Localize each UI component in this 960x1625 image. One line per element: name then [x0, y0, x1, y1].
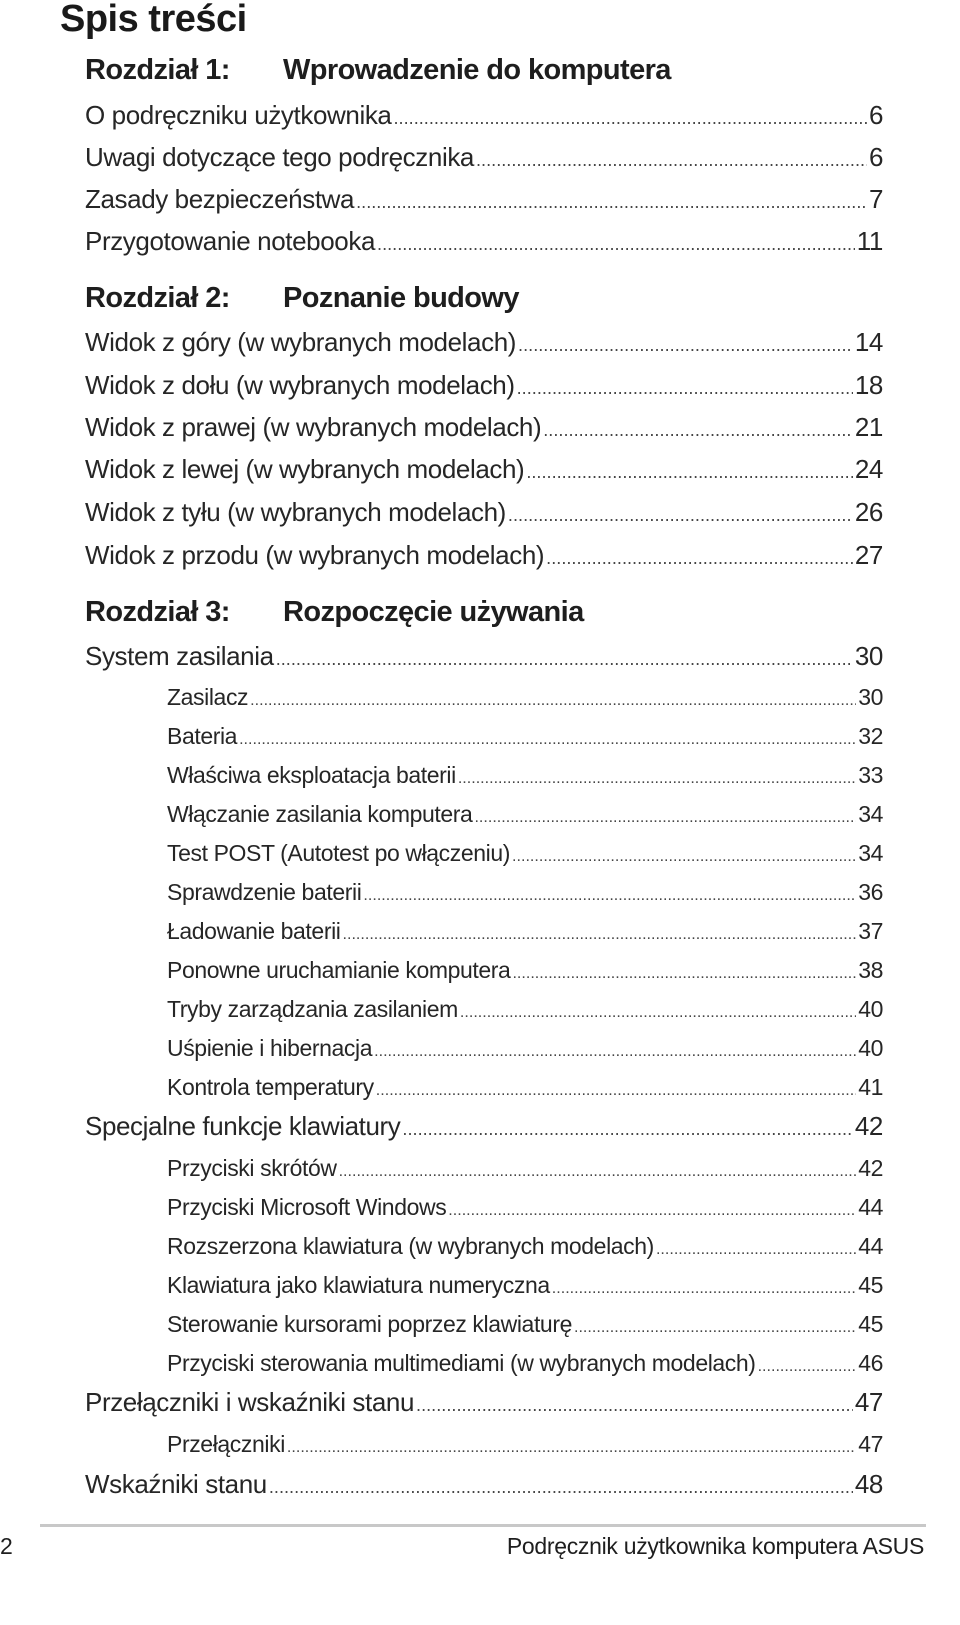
- toc-entry-label: Kontrola temperatury: [167, 1074, 374, 1100]
- toc-entry-label: Widok z przodu (w wybranych modelach): [85, 540, 545, 570]
- dot-leader: [656, 1234, 856, 1264]
- toc-entry-label: System zasilania: [85, 641, 274, 671]
- dot-leader: [356, 185, 867, 219]
- toc-entry-label: Klawiatura jako klawiatura numeryczna: [167, 1272, 550, 1298]
- toc-entry-label: Widok z prawej (w wybranych modelach): [85, 412, 542, 442]
- dot-leader: [508, 498, 853, 532]
- toc-page-number: 46: [858, 1350, 883, 1376]
- toc-page-number: 38: [858, 957, 883, 983]
- chapter-title: Wprowadzenie do komputera: [283, 54, 671, 86]
- toc-subentry[interactable]: [167, 799, 883, 832]
- dot-leader: [543, 413, 853, 447]
- dot-leader: [458, 763, 856, 793]
- dot-leader: [239, 724, 856, 754]
- toc-entry-label: Uśpienie i hibernacja: [167, 1035, 373, 1061]
- toc-subentry[interactable]: [167, 1270, 883, 1303]
- dot-leader: [374, 1036, 856, 1066]
- toc-entry-label: Zasilacz: [167, 684, 249, 710]
- chapter-number: Rozdział 1:: [85, 54, 230, 86]
- toc-entry-label: Widok z dołu (w wybranych modelach): [85, 370, 515, 400]
- toc-entry[interactable]: [85, 98, 883, 135]
- toc-entry-label: Tryby zarządzania zasilaniem: [167, 996, 458, 1022]
- dot-leader: [546, 541, 853, 575]
- toc-entry[interactable]: [85, 1385, 883, 1422]
- toc-entry-label: Przyciski Microsoft Windows: [167, 1194, 447, 1220]
- toc-subentry[interactable]: [167, 994, 883, 1027]
- toc-subentry[interactable]: [167, 1348, 883, 1381]
- dot-leader: [402, 1112, 852, 1146]
- dot-leader: [574, 1312, 856, 1342]
- toc-subentry[interactable]: [167, 1033, 883, 1066]
- chapter-number: Rozdział 3:: [85, 596, 230, 628]
- toc-entry-label: Uwagi dotyczące tego podręcznika: [85, 142, 474, 172]
- dot-leader: [343, 919, 857, 949]
- toc-subentry[interactable]: [167, 916, 883, 949]
- dot-leader: [517, 371, 853, 405]
- chapter-title: Poznanie budowy: [283, 282, 519, 314]
- dot-leader: [512, 841, 856, 871]
- toc-page-number: 21: [854, 412, 883, 442]
- toc-subentry[interactable]: [167, 1231, 883, 1264]
- dot-leader: [474, 802, 856, 832]
- toc-entry-label: Przełączniki i wskaźniki stanu: [85, 1387, 415, 1417]
- toc-subentry[interactable]: [167, 1153, 883, 1186]
- dot-leader: [476, 143, 867, 177]
- dot-leader: [416, 1388, 853, 1422]
- dot-leader: [376, 1075, 856, 1105]
- toc-entry-label: Przełączniki: [167, 1431, 285, 1457]
- toc-page-number: 37: [858, 918, 883, 944]
- toc-page-number: 6: [868, 100, 883, 130]
- toc-page-number: 41: [858, 1074, 883, 1100]
- chapter-number: Rozdział 2:: [85, 282, 230, 314]
- toc-entry-label: Sprawdzenie baterii: [167, 879, 362, 905]
- toc-subentry[interactable]: [167, 955, 883, 988]
- toc-entry-label: Ładowanie baterii: [167, 918, 341, 944]
- toc-entry-label: Ponowne uruchamianie komputera: [167, 957, 511, 983]
- toc-subentry[interactable]: [167, 838, 883, 871]
- toc-subentry[interactable]: [167, 760, 883, 793]
- dot-leader: [339, 1156, 857, 1186]
- toc-entry[interactable]: [85, 140, 883, 177]
- toc-subentry[interactable]: [167, 721, 883, 754]
- toc-entry[interactable]: [85, 410, 883, 447]
- toc-page-number: 27: [854, 540, 883, 570]
- toc-entry-label: Właściwa eksploatacja baterii: [167, 762, 456, 788]
- dot-leader: [526, 455, 853, 489]
- toc-page-number: 33: [858, 762, 883, 788]
- toc-subentry[interactable]: [167, 877, 883, 910]
- toc-page-number: 40: [858, 1035, 883, 1061]
- dot-leader: [377, 227, 855, 261]
- toc-page-number: 30: [854, 641, 883, 671]
- toc-entry[interactable]: [85, 368, 883, 405]
- dot-leader: [276, 642, 853, 676]
- toc-page-number: 44: [858, 1233, 883, 1259]
- toc-page-number: 6: [868, 142, 883, 172]
- toc-entry[interactable]: [85, 182, 883, 219]
- dot-leader: [512, 958, 856, 988]
- toc-page-number: 26: [854, 497, 883, 527]
- toc-page-number: 34: [858, 840, 883, 866]
- toc-page-number: 42: [854, 1111, 883, 1141]
- toc-subentry[interactable]: [167, 1192, 883, 1225]
- toc-entry-label: Zasady bezpieczeństwa: [85, 184, 355, 214]
- toc-page-number: 32: [858, 723, 883, 749]
- toc-subentry[interactable]: [167, 682, 883, 715]
- toc-entry-label: Sterowanie kursorami poprzez klawiaturę: [167, 1311, 572, 1337]
- toc-page-number: 36: [858, 879, 883, 905]
- toc-page-number: 40: [858, 996, 883, 1022]
- dot-leader: [758, 1351, 857, 1381]
- toc-entry-label: Przyciski sterowania multimediami (w wybranych modelach): [167, 1350, 756, 1376]
- page-title: Spis treści: [60, 0, 247, 40]
- toc-entry[interactable]: [85, 325, 883, 362]
- footer-page-number: 2: [0, 1533, 13, 1559]
- toc-entry[interactable]: [85, 1109, 883, 1146]
- toc-page-number: 18: [854, 370, 883, 400]
- dot-leader: [518, 328, 853, 362]
- toc-entry-label: Wskaźniki stanu: [85, 1469, 267, 1499]
- toc-page-number: 34: [858, 801, 883, 827]
- dot-leader: [250, 685, 856, 715]
- dot-leader: [552, 1273, 856, 1303]
- dot-leader: [460, 997, 856, 1027]
- dot-leader: [393, 101, 866, 135]
- toc-entry-label: Bateria: [167, 723, 238, 749]
- toc-entry[interactable]: [85, 452, 883, 489]
- toc-entry-label: Przyciski skrótów: [167, 1155, 337, 1181]
- dot-leader: [287, 1432, 856, 1462]
- toc-page-number: 48: [854, 1469, 883, 1499]
- dot-leader: [448, 1195, 856, 1225]
- toc-page-number: 30: [858, 684, 883, 710]
- toc-page-number: 45: [858, 1272, 883, 1298]
- footer-title: Podręcznik użytkownika komputera ASUS: [506, 1533, 924, 1559]
- toc-entry[interactable]: [85, 639, 883, 676]
- toc-page-number: 47: [858, 1431, 883, 1457]
- toc-entry-label: Przygotowanie notebooka: [85, 226, 376, 256]
- toc-page-number: 42: [858, 1155, 883, 1181]
- toc-entry-label: Widok z tyłu (w wybranych modelach): [85, 497, 506, 527]
- footer-divider: [40, 1524, 926, 1527]
- toc-page-number: 14: [854, 327, 883, 357]
- dot-leader: [269, 1470, 853, 1504]
- toc-page-number: 47: [854, 1387, 883, 1417]
- toc-subentry[interactable]: [167, 1429, 883, 1462]
- toc-entry-label: Włączanie zasilania komputera: [167, 801, 473, 827]
- toc-entry[interactable]: [85, 495, 883, 532]
- dot-leader: [363, 880, 856, 910]
- toc-page-number: 7: [868, 184, 883, 214]
- toc-entry-label: Widok z lewej (w wybranych modelach): [85, 454, 525, 484]
- toc-entry-label: Test POST (Autotest po włączeniu): [167, 840, 511, 866]
- toc-page-number: 44: [858, 1194, 883, 1220]
- toc-entry-label: O podręczniku użytkownika: [85, 100, 392, 130]
- toc-entry[interactable]: [85, 224, 883, 261]
- toc-subentry[interactable]: [167, 1072, 883, 1105]
- toc-page-number: 11: [856, 226, 883, 256]
- toc-page-number: 45: [858, 1311, 883, 1337]
- toc-entry[interactable]: [85, 538, 883, 575]
- chapter-title: Rozpoczęcie używania: [283, 596, 584, 628]
- toc-entry-label: Specjalne funkcje klawiatury: [85, 1111, 401, 1141]
- toc-entry-label: Rozszerzona klawiatura (w wybranych modelach): [167, 1233, 654, 1259]
- toc-subentry[interactable]: [167, 1309, 883, 1342]
- toc-page-number: 24: [854, 454, 883, 484]
- toc-entry-label: Widok z góry (w wybranych modelach): [85, 327, 517, 357]
- toc-entry[interactable]: [85, 1467, 883, 1504]
